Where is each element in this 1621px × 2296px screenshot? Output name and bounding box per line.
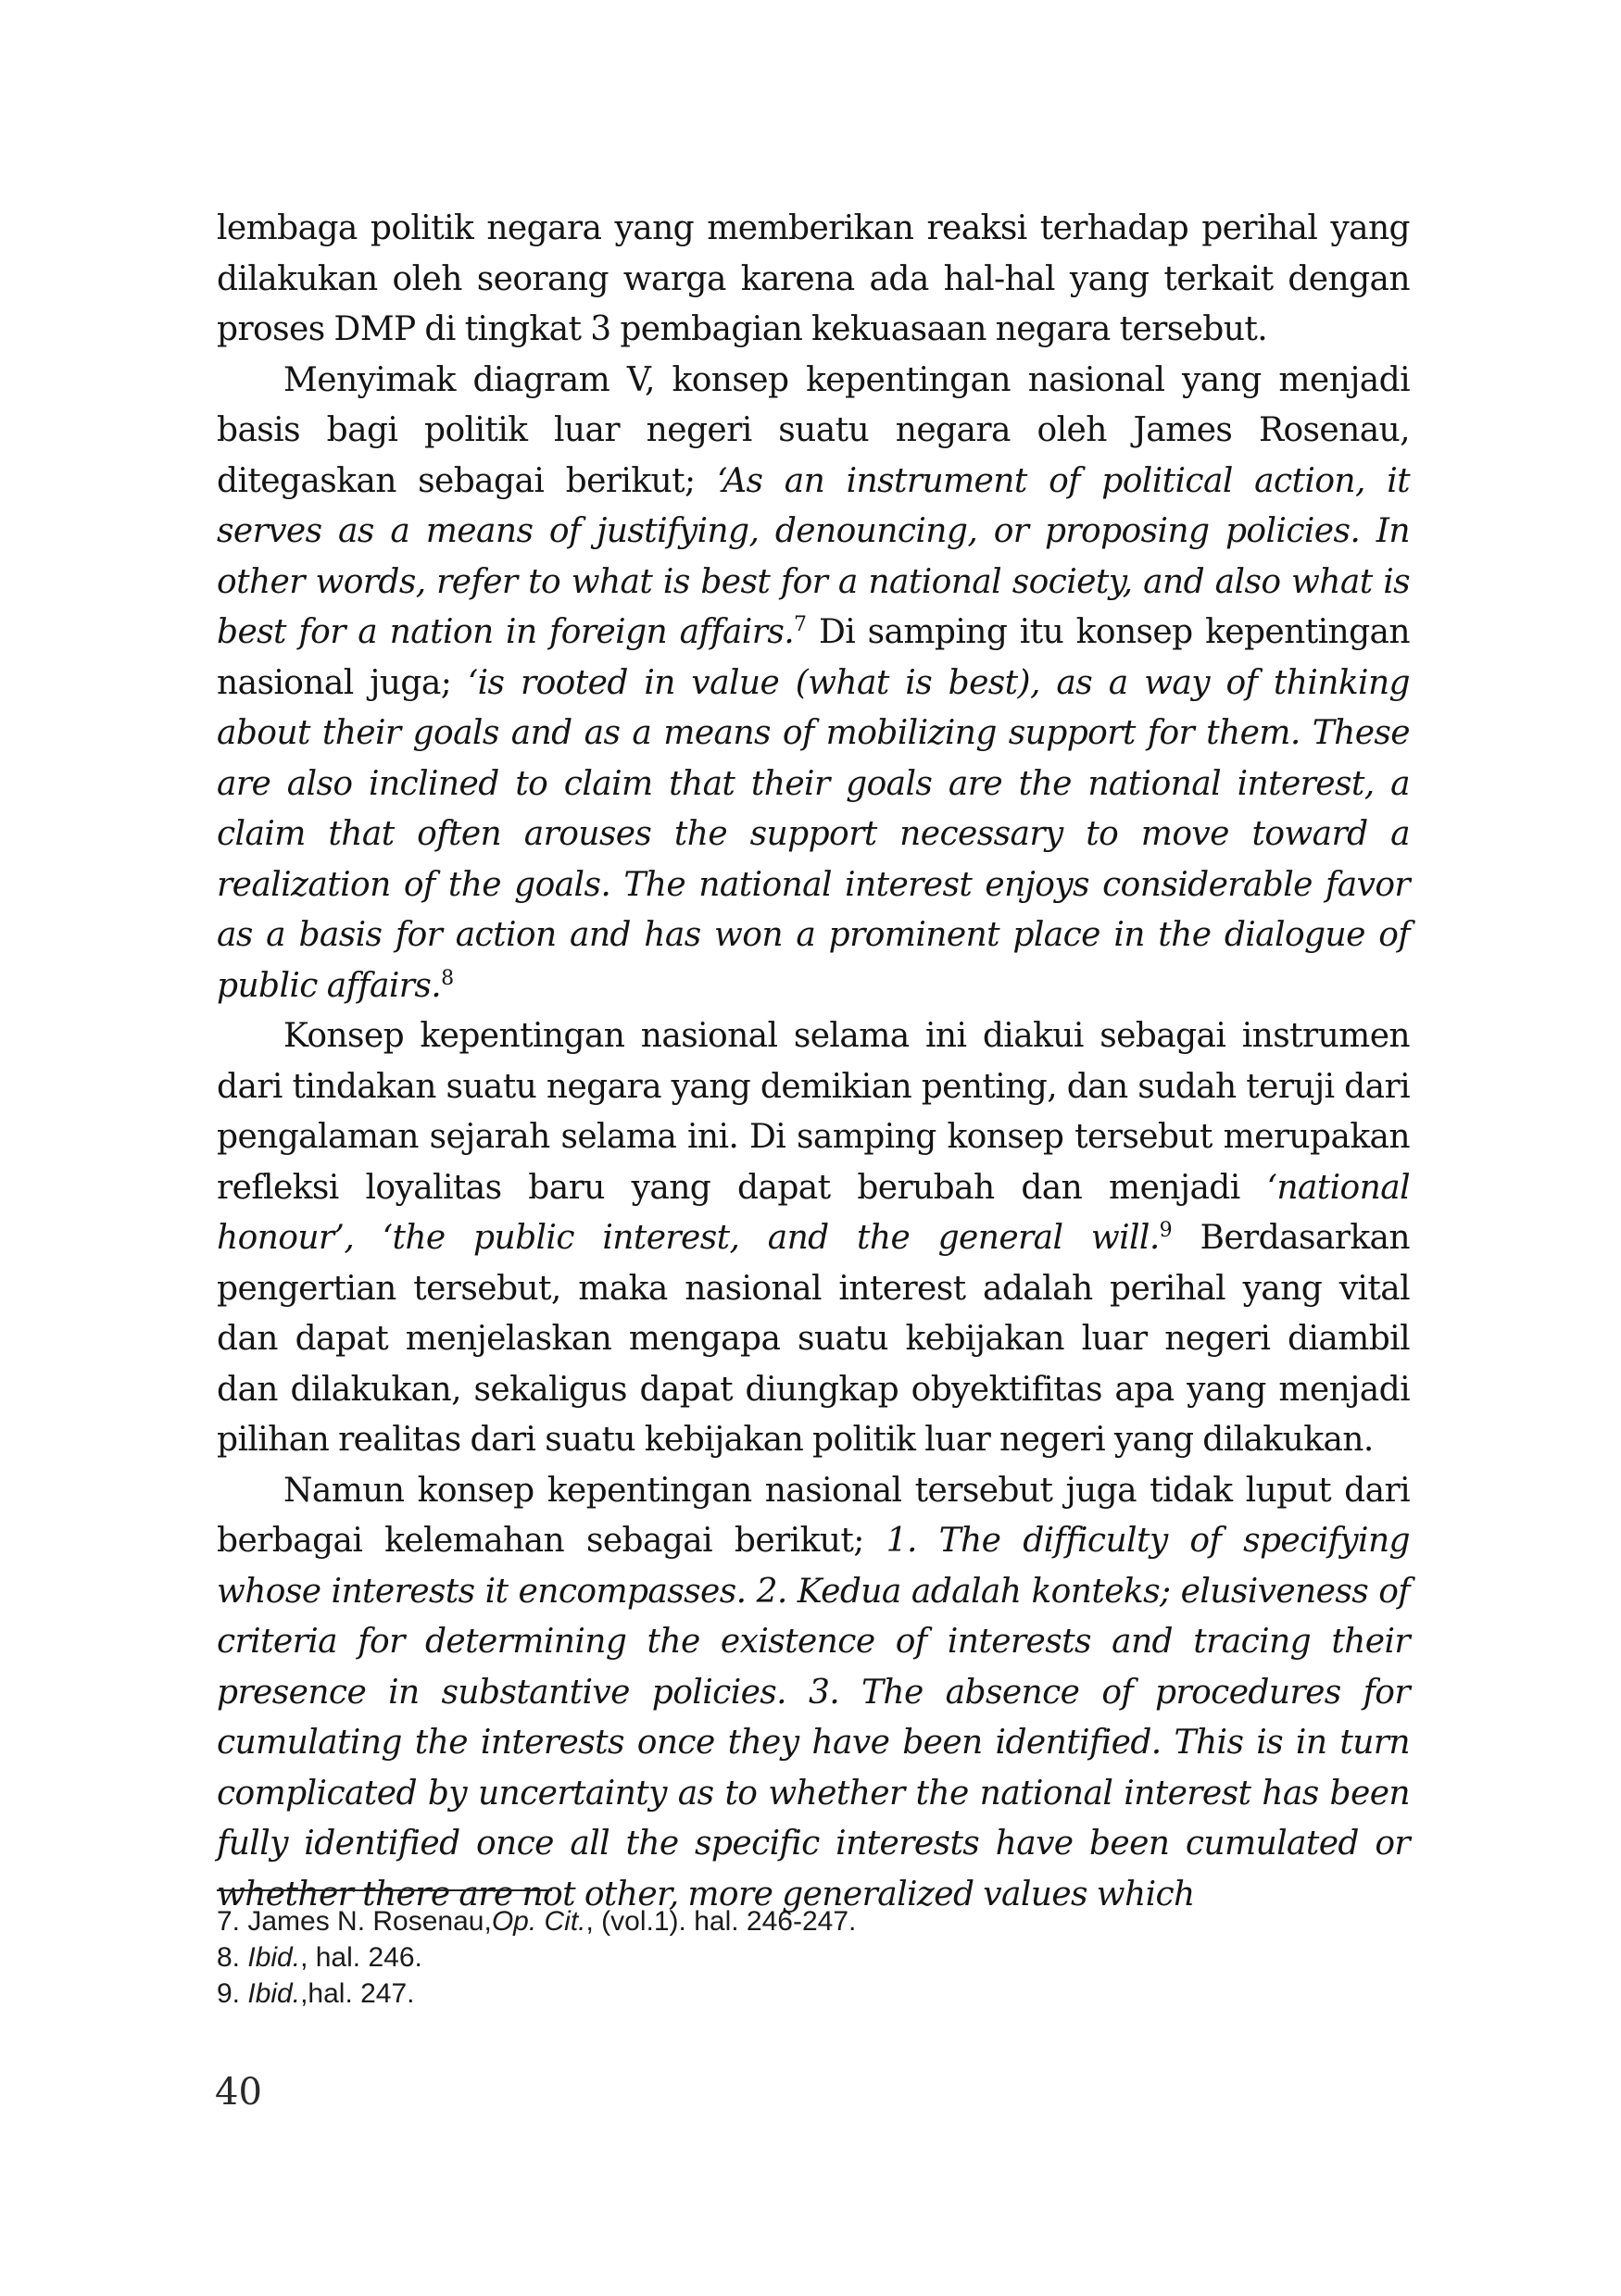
footnote-8: 8. Ibid., hal. 246. (217, 1942, 422, 1973)
footnote-ref-8: 8 (441, 966, 454, 990)
quote-rosenau-1: ‘As an instrument of political action, it serves as a means of justifying, denouncing, or proposing policies. In other words, refer to what is best for a national society, and also what is best for a nation in foreign affairs. (217, 461, 1410, 651)
footnote-separator (217, 1889, 552, 1891)
quote-weaknesses: 1. The difficulty of specifying whose interests it encompasses. 2. Kedua adalah konteks; elusiveness of criteria for determining the existence of interests and tracing their presence in substantive policies. 3. The absence of procedures for cumulating the interests once they have been identified. This is in turn complicated by uncertainty as to whether the national interest has been fully identified once all the specific interests have been cumulated or whether there are not other, more generalized values which (217, 1522, 1410, 1913)
paragraph-1: lembaga politik negara yang memberikan reaksi terhadap perihal yang dilakukan oleh seorang warga karena ada hal-hal yang terkait dengan proses DMP di tingkat 3 pembagian kekuasaan negara tersebut. (217, 209, 1410, 348)
paragraph-3: Konsep kepentingan nasional selama ini diakui sebagai instrumen dari tindakan suatu negara yang demikian penting, dan sudah teruji dari pengalaman sejarah selama ini. Di samping konsep tersebut merupakan refleksi loyalitas baru yang dapat berubah dan menjadi ‘national honour’, ‘the public interest, and the general will.$^9$ Berdasarkan pengertian tersebut, maka nasional interest adalah perihal yang vital dan dapat menjelaskan mengapa suatu kebijakan luar negeri diambil dan dilakukan, sekaligus dapat diungkap obyektifitas apa yang menjadi pilihan realitas dari suatu kebijakan politik luar negeri yang dilakukan. (217, 1017, 1410, 1459)
page-number: 40 (215, 2071, 262, 2114)
paragraph-2: Menyimak diagram V, konsep kepentingan nasional yang menjadi basis bagi politik luar negeri suatu negara oleh James Rosenau, ditegaskan sebagai berikut; ‘As an instrument of political action, it serves as a means of justifying, denouncing, or proposing policies. In other words, refer to what is best for a national society, and also what is best for a nation in foreign affairs.$^7$ Di samping itu konsep kepentingan nasional juga; ‘is rooted in value (what is best), as a way of thinking about their goals and as a means of mobilizing support for them. These are also inclined to claim that their goals are the national interest, a claim that often arouses the support necessary to move toward a realization of the goals. The national interest enjoys considerable favor as a basis for action and has won a prominent place in the dialogue of public affairs.$^8$ (217, 360, 1410, 1005)
footnote-ref-9: 9 (1159, 1219, 1173, 1242)
quote-rosenau-2: ‘is rooted in value (what is best), as a way of thinking about their goals and as a means of mobilizing support for them. These are also inclined to claim that their goals are the national interest, a claim that often arouses the support necessary to move toward a realization of the goals. The national interest enjoys considerable favor as a basis for action and has won a prominent place in the dialogue of public affairs. (217, 663, 1410, 1005)
paragraph-4: Namun konsep kepentingan nasional tersebut juga tidak luput dari berbagai kelemahan sebagai berikut; 1. The difficulty of specifying whose interests it encompasses. 2. Kedua adalah konteks; elusiveness of criteria for determining the existence of interests and tracing their presence in substantive policies. 3. The absence of procedures for cumulating the interests once they have been identified. This is in turn complicated by uncertainty as to whether the national interest has been fully identified once all the specific interests have been cumulated or whether there are not other, more generalized values which (217, 1471, 1410, 1913)
quote-national-honour: ‘national honour’, ‘the public interest, and the general will. (217, 1168, 1410, 1257)
footnote-ref-7: 7 (794, 613, 807, 636)
footnotes (217, 1903, 1328, 2012)
body-text (217, 204, 1410, 1920)
footnote-7: 7. James N. Rosenau,Op. Cit., (vol.1). hal. 246-247. (217, 1906, 857, 1937)
footnote-9: 9. Ibid.,hal. 247. (217, 1978, 415, 2009)
